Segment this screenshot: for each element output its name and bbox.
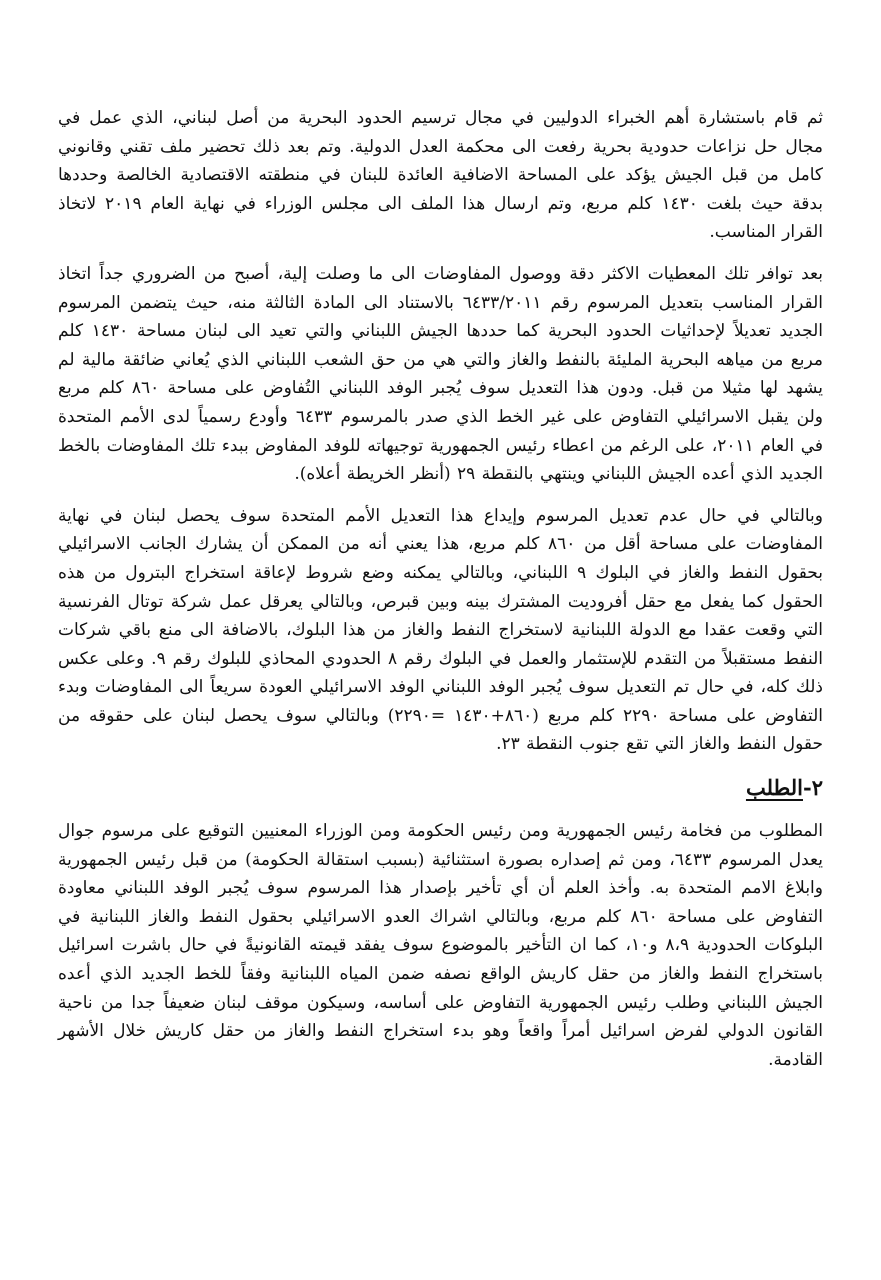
section-heading [58,773,823,803]
paragraph-expert-consultation: ثم قام باستشارة أهم الخبراء الدوليين في مجال ترسيم الحدود البحرية من أصل لبناني، الذي عمل في مجال حل نزاعات حدودية بحرية رفعت الى محكمة العدل الدولية. وتم بعد ذلك تحضير ملف تقني وقانوني كامل من قبل الجيش يؤكد على المساحة الاضافية العائدة للبنان في منطقته الاقتصادية الخالصة وحددها بدقة حيث بلغت ١٤٣٠ كلم مربع، وتم ارسال هذا الملف الى مجلس الوزراء في نهاية العام ٢٠١٩ لاتخاذ القرار المناسب. [58,108,824,243]
paragraph-consequences: وبالتالي في حال عدم تعديل المرسوم وإيداع هذا التعديل الأمم المتحدة سوف يحصل لبنان في نهاية المفاوضات على مساحة أقل من ٨٦٠ كلم مربع، هذا يعني أنه من الممكن أن يشارك الجانب الاسرائيلي بحقول النفط والغاز في البلوك ٩ اللبناني، وبالتالي يمكنه وضع شروط لإعاقة استخراج البترول من هذه الحقول كما يفعل مع حقل أفروديت المشترك بينه وبين قبرص، وبالتالي يعرقل عمل شركة توتال الفرنسية التي وقعت عقدا مع الدولة اللبنانية لاستخراج النفط والغاز من هذا البلوك، بالاضافة الى منع باقي شركات النفط مستقبلاً من التقدم للإستثمار والعمل في البلوك رقم ٨ الحدودي المحاذي للبلوك رقم ٩. وعلى عكس ذلك كله، في حال تم التعديل سوف يُجبر الوفد اللبناني الوفد الاسرائيلي العودة سريعاً الى المفاوضات وبدء التفاوض على مساحة ٢٢٩٠ كلم مربع (٨٦٠+١٤٣٠ =٢٢٩٠) وبالتالي سوف يحصل لبنان على حقوقه من حقول النفط والغاز التي تقع جنوب النقطة ٢٣. [58,505,823,755]
document-body [58,104,823,1074]
paragraph-request: المطلوب من فخامة رئيس الجمهورية ومن رئيس الحكومة ومن الوزراء المعنيين التوقيع على مرسوم جوال يعدل المرسوم ٦٤٣٣، ومن ثم إصداره بصورة استثنائية (بسبب استقالة الحكومة) من قبل رئيس الجمهورية وابلاغ الامم المتحدة به. وأخذ العلم أن أي تأخير بإصدار هذا المرسوم سوف يُجبر الوفد اللبناني معاودة التفاوض على مساحة ٨٦٠ كلم مربع، وبالتالي اشراك العدو الاسرائيلي بحقول النفط والغاز اللبنانية في البلوكات الحدودية ٨،٩ و١٠، كما ان التأخير بالموضوع سوف يفقد قيمته القانونيةً في حال باشرت اسرائيل باستخراج النفط والغاز من حقل كاريش الواقع نصفه ضمن المياه اللبنانية وفقاً للخط الجديد الذي أعده الجيش اللبناني وطلب رئيس الجمهورية التفاوض على أساسه، وسيكون موقف لبنان ضعيفاً جدا من ناحية القانون الدولي لفرض اسرائيل أمراً واقعاً وهو بدء استخراج النفط والغاز من حقل كاريش خلال الأشهر القادمة. [58,821,823,1070]
section-title: الطلب [745,775,803,801]
section-number: ٢- [803,775,823,801]
paragraph-decree-amendment: بعد توافر تلك المعطيات الاكثر دقة ووصول المفاوضات الى ما وصلت إلية، أصبح من الضروري جداً اتخاذ القرار المناسب بتعديل المرسوم رقم ٦٤٣٣/٢٠١١ بالاستناد الى المادة الثالثة منه، حيث يتضمن المرسوم الجديد تعديلاً لإحداثيات الحدود البحرية كما حددها الجيش اللبناني والتي تعيد الى لبنان مساحة ١٤٣٠ كلم مربع من مياهه البحرية المليئة بالنفط والغاز والتي هي من حق الشعب اللبناني الذي يُعاني ضائقة مالية لم يشهد لها مثيلا من قبل. ودون هذا التعديل سوف يُجبر الوفد اللبناني التُفاوض على مساحة ٨٦٠ كلم مربع ولن يقبل الاسرائيلي التفاوض على غير الخط الذي صدر بالمرسوم ٦٤٣٣ وأودع رسمياً لدى الأمم المتحدة في العام ٢٠١١، على الرغم من اعطاء رئيس الجمهورية توجيهاته للوفد المفاوض ببدء تلك المفاوضات بالخط الجديد الذي أعده الجيش اللبناني وينتهي بالنقطة ٢٩ (أنظر الخريطة أعلاه). [58,263,824,485]
